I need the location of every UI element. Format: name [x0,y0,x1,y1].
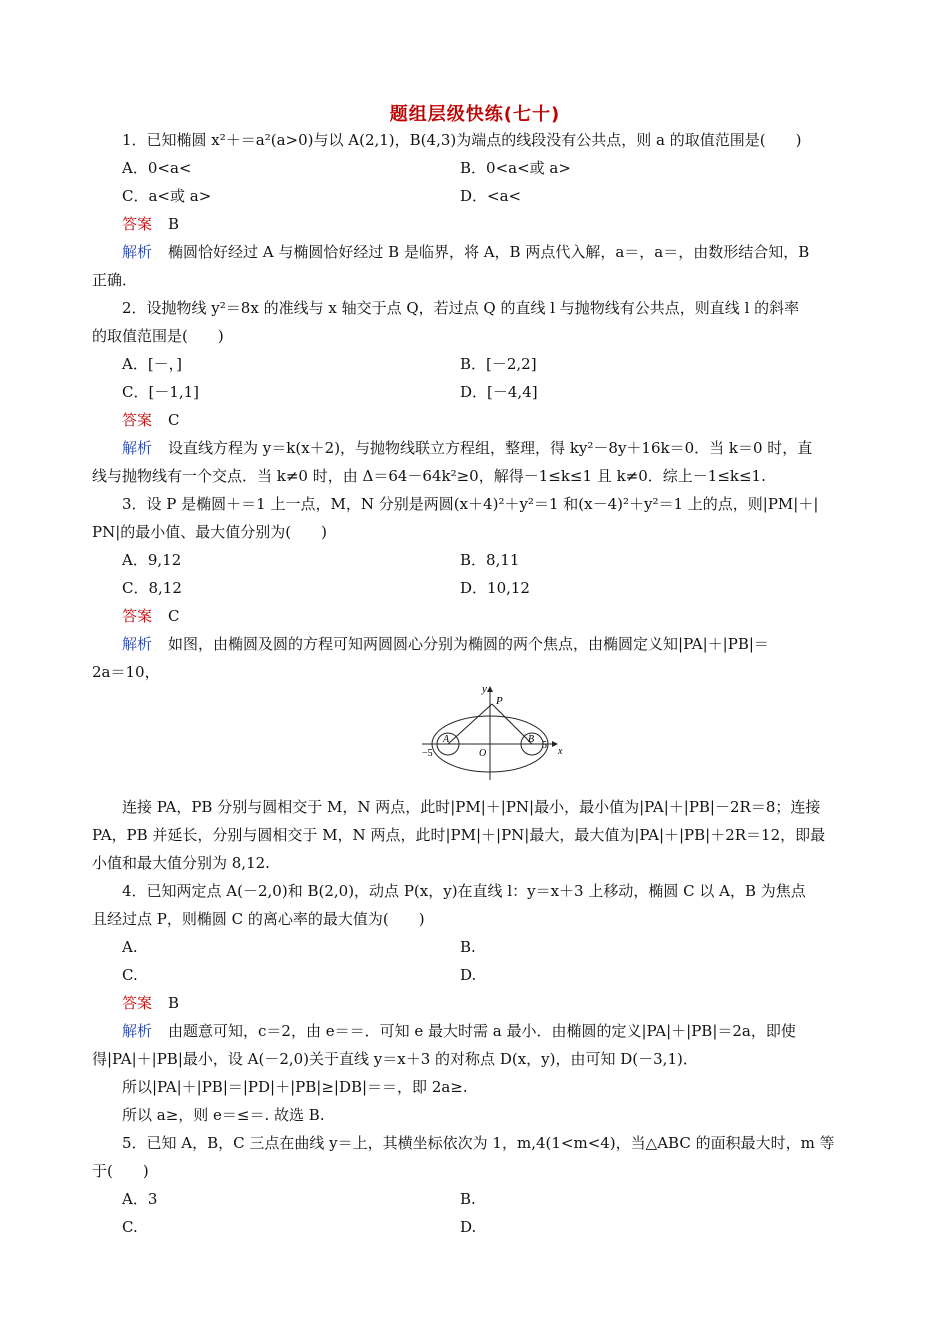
q4-after-line-2: 所以 a≥，则 e＝≤＝. 故选 B. [122,1106,325,1124]
answer-label: 答案 [122,215,153,233]
q4-answer-row [122,993,892,1013]
q3-after-line-2: PA，PB 并延长，分别与圆相交于 M，N 两点，此时|PM|＋|PN|最大，最大值为|PA|＋|PB|＋2R＝12，即最 [92,826,826,844]
q1-option-c: C．a<或 a> [122,187,212,205]
q4-analysis-line-1: 由题意可知，c＝2，由 e＝＝．可知 e 最大时需 a 最小．由椭圆的定义|PA|＋|PB|＝2a，即使 [168,1022,796,1040]
segment-pb [492,704,535,745]
q1-answer: B [168,215,180,233]
q4-stem-line-1: 4．已知两定点 A(－2,0)和 B(2,0)，动点 P(x，y)在直线 l：y＝x＋3 上移动，椭圆 C 以 A，B 为焦点 [122,882,806,900]
q2-analysis-line-2: 线与抛物线有一个交点．当 k≠0 时，由 Δ＝64－64k²≥0，解得－1≤k≤1 且 k≠0．综上－1≤k≤1. [92,467,766,485]
q3-option-c: C．8,12 [122,579,182,597]
q3-after-line-3: 小值和最大值分别为 8,12. [92,854,270,872]
q5-option-d: D. [460,1218,477,1236]
x-axis-label: x [558,746,563,757]
q2-stem-line-1: 2．设抛物线 y²＝8x 的准线与 x 轴交于点 Q，若过点 Q 的直线 l 与抛物线有公共点，则直线 l 的斜率 [122,299,800,317]
q1-analysis-line-1: 椭圆恰好经过 A 与椭圆恰好经过 B 是临界，将 A，B 两点代入解，a＝，a＝，由数形结合知，B [168,243,810,261]
point-p-label: P [496,695,503,707]
q3-analysis-line-1: 如图，由椭圆及圆的方程可知两圆圆心分别为椭圆的两个焦点，由椭圆定义知|PA|＋|PB|＝ [168,635,769,653]
y-axis-arrow [487,686,493,692]
q5-option-a: A．3 [122,1190,158,1208]
q3-option-b: B．8,11 [460,551,520,569]
q3-analysis-row [122,634,892,654]
q2-analysis-row [122,438,892,458]
q1-analysis-row [122,242,892,262]
q2-analysis-line-1: 设直线方程为 y＝k(x＋2)，与抛物线联立方程组，整理，得 ky²－8y＋16k＝0．当 k＝0 时，直 [168,439,813,457]
q2-option-b: B．[－2,2] [460,355,537,373]
q3-after-line-1: 连接 PA，PB 分别与圆相交于 M，N 两点，此时|PM|＋|PN|最小，最小值为|PA|＋|PB|－2R＝8；连接 [122,798,821,816]
q4-analysis-line-2: 得|PA|＋|PB|最小，设 A(－2,0)关于直线 y＝x＋3 的对称点 D(x，y)，由可知 D(－3,1)． [92,1050,698,1068]
point-b-label: B [528,734,535,745]
answer-label: 答案 [122,411,153,429]
q4-option-b: B. [460,938,476,956]
q4-option-c: C. [122,966,138,984]
q1-analysis-line-2: 正确． [92,271,138,289]
q1-option-a: A．0<a< [122,159,192,177]
answer-label: 答案 [122,607,153,625]
analysis-label: 解析 [122,439,153,457]
page-title: 题组层级快练(七十) [389,104,561,125]
q5-stem-line-1: 5．已知 A，B，C 三点在曲线 y＝上，其横坐标依次为 1，m,4(1<m<4)，当△ABC 的面积最大时，m 等 [122,1134,835,1152]
q4-option-a: A. [122,938,138,956]
q4-after-line-1: 所以|PA|＋|PB|＝|PD|＋|PB|≥|DB|＝＝，即 2a≥. [122,1078,468,1096]
tick-pos5-label: 5 [542,740,547,751]
q2-answer-row [122,410,892,430]
q2-answer: C [168,411,180,429]
q1-option-b: B．0<a<或 a> [460,159,571,177]
q1-answer-row [122,214,892,234]
q4-option-d: D. [460,966,477,984]
q3-stem-line-1: 3．设 P 是椭圆＋＝1 上一点，M，N 分别是两圆(x＋4)²＋y²＝1 和(x－4)²＋y²＝1 上的点，则|PM|＋| [122,495,819,513]
q4-analysis-row [122,1021,892,1041]
q2-option-a: A．[－，] [122,355,183,373]
q4-answer: B [168,994,180,1012]
y-axis-label: y [482,683,487,695]
ellipse-figure [412,682,572,782]
analysis-label: 解析 [122,1022,153,1040]
q3-stem-line-2: PN|的最小值、最大值分别为( ) [92,523,327,541]
q5-stem-line-2: 于( ) [92,1162,149,1180]
q3-option-a: A．9,12 [122,551,182,569]
q2-option-c: C．[－1,1] [122,383,200,401]
q5-option-c: C. [122,1218,138,1236]
q3-answer: C [168,607,180,625]
q2-option-d: D．[－4,4] [460,383,538,401]
tick-neg5-label: −5 [422,748,433,759]
analysis-label: 解析 [122,243,153,261]
answer-label: 答案 [122,994,153,1012]
origin-label: O [479,748,487,759]
q2-stem-line-2: 的取值范围是( ) [92,327,224,345]
q1-stem: 1．已知椭圆 x²＋＝a²(a>0)与以 A(2,1)，B(4,3)为端点的线段没有公共点，则 a 的取值范围是( ) [122,131,802,149]
q3-answer-row [122,606,892,626]
q1-option-d: D．<a< [460,187,522,205]
q3-option-d: D．10,12 [460,579,530,597]
q3-analysis-line-2: 2a＝10， [92,663,160,681]
point-a-label: A [443,734,450,745]
analysis-label: 解析 [122,635,153,653]
q5-option-b: B. [460,1190,476,1208]
q4-stem-line-2: 且经过点 P，则椭圆 C 的离心率的最大值为( ) [92,910,425,928]
segment-pa [448,704,492,744]
